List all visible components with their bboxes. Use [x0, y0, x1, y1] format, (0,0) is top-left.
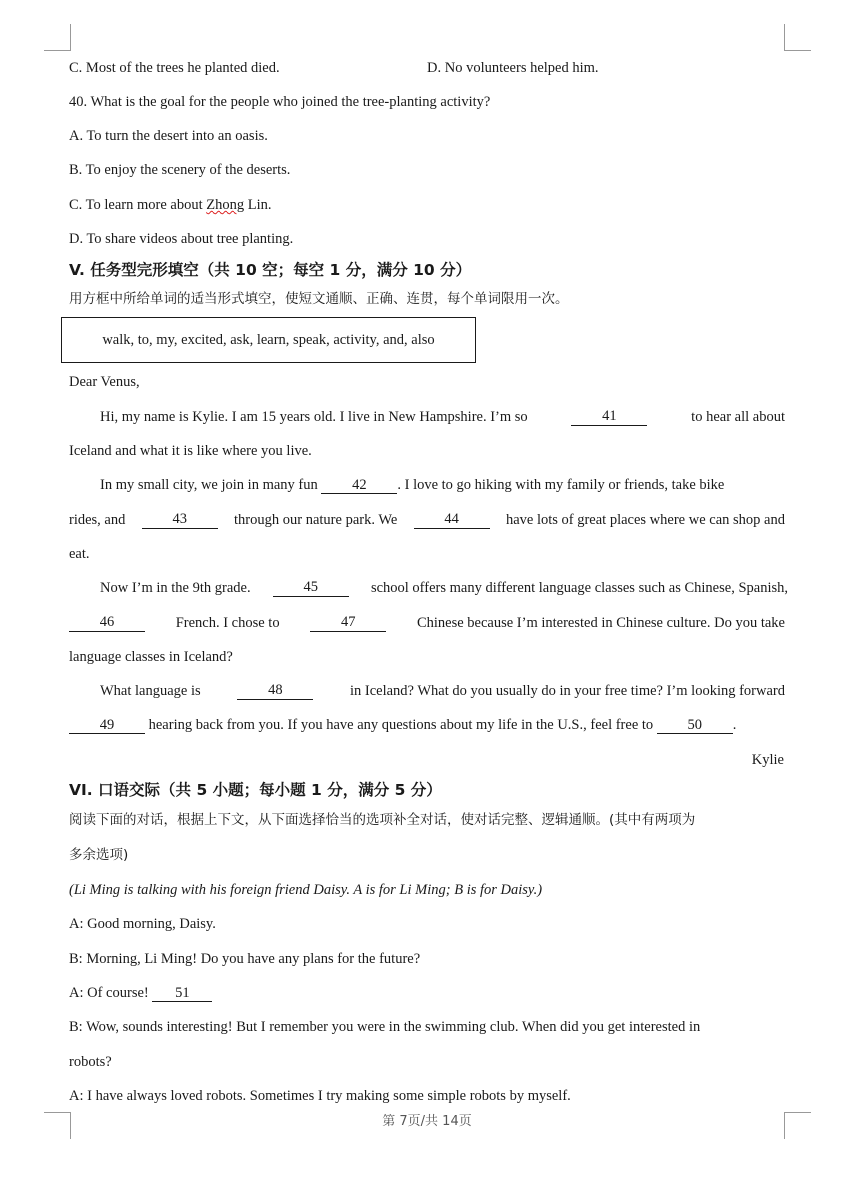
letter-p4-line1: What language is 48 in Iceland? What do you usually do in your free time? I’m looking forward — [100, 682, 785, 699]
section-v-instruction: 用方框中所给单词的适当形式填空，使短文通顺、正确、连贯，每个单词限用一次。 — [69, 291, 569, 307]
blank-44: 44 — [414, 511, 490, 529]
crop-mark-top-right — [784, 24, 811, 51]
letter-p2-line3: eat. — [69, 546, 90, 562]
q40-option-b: B. To enjoy the scenery of the deserts. — [69, 162, 291, 178]
dialogue-line-1: A: Good morning, Daisy. — [69, 916, 216, 932]
letter-p2-line1: In my small city, we join in many fun 42 . I love to go hiking with my family or friends, take bike — [100, 477, 725, 493]
letter-p3-line2: 46 French. I chose to 47 Chinese because I’m interested in Chinese culture. Do you take — [69, 614, 785, 632]
crop-mark-top-left — [44, 24, 71, 51]
blank-51: 51 — [152, 985, 212, 1002]
q40-option-a: A. To turn the desert into an oasis. — [69, 128, 268, 144]
letter-p3-line1: Now I’m in the 9th grade. 45 school offers many different language classes such as Chinese, Spanish, — [100, 579, 788, 596]
dialogue-line-3: A: Of course! 51 — [69, 984, 212, 1002]
letter-signature: Kylie — [751, 752, 784, 768]
q39-option-c: C. Most of the trees he planted died. — [69, 60, 280, 76]
q39-option-d: D. No volunteers helped him. — [427, 60, 599, 76]
blank-45: 45 — [273, 579, 349, 597]
blank-41: 41 — [571, 408, 647, 426]
letter-p3-line3: language classes in Iceland? — [69, 649, 233, 665]
word-box — [61, 317, 476, 363]
letter-greeting: Dear Venus, — [69, 374, 140, 390]
blank-43: 43 — [142, 511, 218, 529]
word-box-text: walk, to, my, excited, ask, learn, speak, activity, and, also — [102, 331, 435, 348]
section-v-heading: V. 任务型完形填空（共 10 空；每空 1 分，满分 10 分） — [69, 261, 472, 279]
dialogue-context: (Li Ming is talking with his foreign friend Daisy. A is for Li Ming; B is for Daisy.) — [69, 882, 543, 898]
blank-47: 47 — [310, 614, 386, 632]
letter-p1-line1: Hi, my name is Kylie. I am 15 years old. I live in New Hampshire. I’m so 41 to hear all about — [100, 408, 785, 425]
dialogue-line-2: B: Morning, Li Ming! Do you have any plans for the future? — [69, 951, 421, 967]
letter-p1-line2: Iceland and what it is like where you live. — [69, 443, 312, 459]
section-vi-heading: VI. 口语交际（共 5 小题；每小题 1 分，满分 5 分） — [69, 781, 442, 799]
letter-p2-line2: rides, and 43 through our nature park. We 44 have lots of great places where we can shop and — [69, 511, 785, 528]
q40-option-d: D. To share videos about tree planting. — [69, 231, 294, 247]
q40-question: 40. What is the goal for the people who joined the tree-planting activity? — [69, 94, 491, 110]
dialogue-line-5: robots? — [69, 1054, 112, 1070]
blank-49: 49 — [69, 717, 145, 734]
dialogue-line-4: B: Wow, sounds interesting! But I remember you were in the swimming club. When did you get interested in — [69, 1019, 701, 1035]
section-vi-instruction-line1: 阅读下面的对话，根据上下文，从下面选择恰当的选项补全对话，使对话完整、逻辑通顺。(其中有两项为 — [69, 812, 696, 828]
spellcheck-name: Zhong — [206, 197, 245, 213]
dialogue-line-6: A: I have always loved robots. Sometimes I try making some simple robots by myself. — [69, 1088, 571, 1104]
blank-50: 50 — [657, 717, 733, 734]
blank-48: 48 — [237, 682, 313, 700]
section-vi-instruction-line2: 多余选项) — [69, 847, 129, 863]
q40-option-c: C. To learn more about Zhong Lin. — [69, 197, 272, 213]
blank-42: 42 — [321, 477, 397, 494]
page-footer: 第 7页/共 14页 — [382, 1114, 472, 1129]
blank-46: 46 — [69, 614, 145, 632]
letter-p4-line2: 49 hearing back from you. If you have any questions about my life in the U.S., feel free to 50 . — [69, 716, 736, 734]
